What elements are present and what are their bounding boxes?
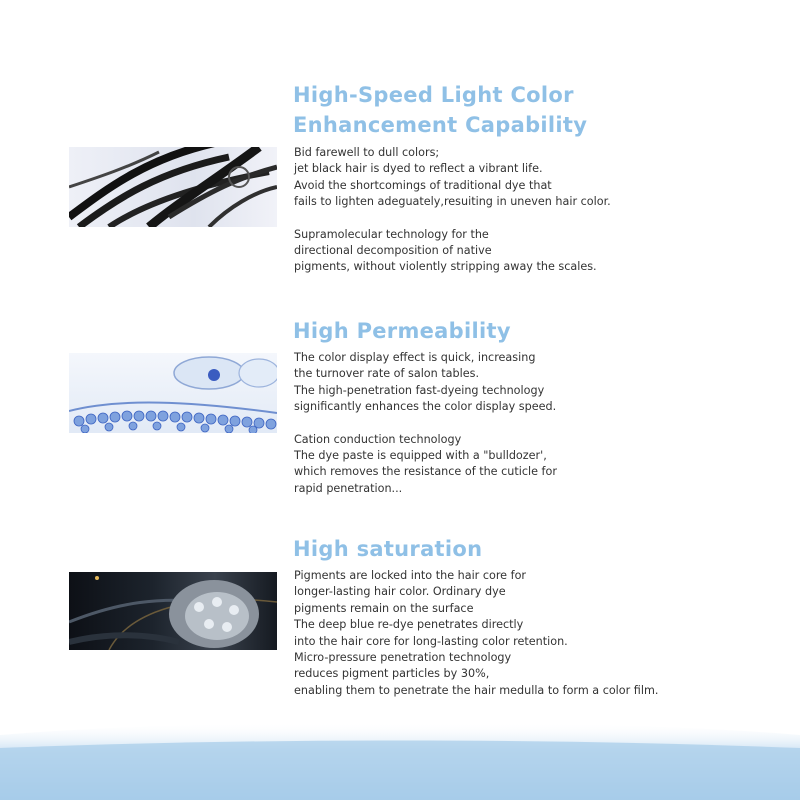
body-line: significantly enhances the color display speed. bbox=[294, 400, 557, 414]
hair-strands-graphic bbox=[69, 147, 277, 227]
body-line: Cation conduction technology bbox=[294, 432, 462, 446]
hair-core-cross-section-image bbox=[69, 572, 277, 650]
black-hair-strands-image bbox=[69, 147, 277, 227]
body-line: The high-penetration fast-dyeing technology bbox=[294, 383, 545, 397]
title-line: High Permeability bbox=[293, 319, 511, 343]
section-1-title bbox=[293, 80, 587, 140]
body-line: enabling them to penetrate the hair medulla to form a color film. bbox=[294, 683, 659, 697]
body-line: reduces pigment particles by 30%, bbox=[294, 667, 490, 681]
body-line: Pigments are locked into the hair core for bbox=[294, 569, 527, 582]
body-line: Micro-pressure penetration technology bbox=[294, 651, 512, 665]
body-line: The dye paste is equipped with a "bulldozer', bbox=[294, 449, 547, 463]
section-1-body bbox=[294, 145, 764, 276]
bottom-wave-decoration bbox=[0, 700, 800, 800]
body-line: which removes the resistance of the cuticle for bbox=[294, 465, 557, 479]
title-line: High-Speed Light Color bbox=[293, 83, 574, 107]
body-line: into the hair core for long-lasting color retention. bbox=[294, 634, 568, 648]
section-2-body bbox=[294, 350, 764, 497]
body-line: fails to lighten adeguately,resuiting in uneven hair color. bbox=[294, 195, 611, 209]
body-line: The deep blue re-dye penetrates directly bbox=[294, 618, 524, 632]
section-3-body bbox=[294, 568, 764, 699]
section-3-title bbox=[293, 534, 482, 564]
body-line: The color display effect is quick, increasing bbox=[294, 351, 536, 364]
hair-core-graphic bbox=[69, 572, 277, 650]
molecule-bubbles-image bbox=[69, 353, 277, 433]
bubbles-graphic bbox=[69, 353, 277, 433]
body-line: Bid farewell to dull colors; bbox=[294, 146, 440, 159]
body-line: pigments remain on the surface bbox=[294, 601, 474, 615]
body-line: longer-lasting hair color. Ordinary dye bbox=[294, 585, 506, 599]
body-line: pigments, without violently stripping away the scales. bbox=[294, 260, 597, 274]
body-line: rapid penetration... bbox=[294, 481, 403, 495]
title-line: High saturation bbox=[293, 537, 483, 561]
section-2-title bbox=[293, 316, 511, 346]
body-line: jet black hair is dyed to reflect a vibrant life. bbox=[294, 162, 543, 176]
body-line: directional decomposition of native bbox=[294, 244, 492, 258]
body-line: Avoid the shortcomings of traditional dye that bbox=[294, 178, 552, 192]
body-line: the turnover rate of salon tables. bbox=[294, 367, 480, 381]
title-line: Enhancement Capability bbox=[293, 113, 588, 137]
body-line: Supramolecular technology for the bbox=[294, 227, 489, 241]
